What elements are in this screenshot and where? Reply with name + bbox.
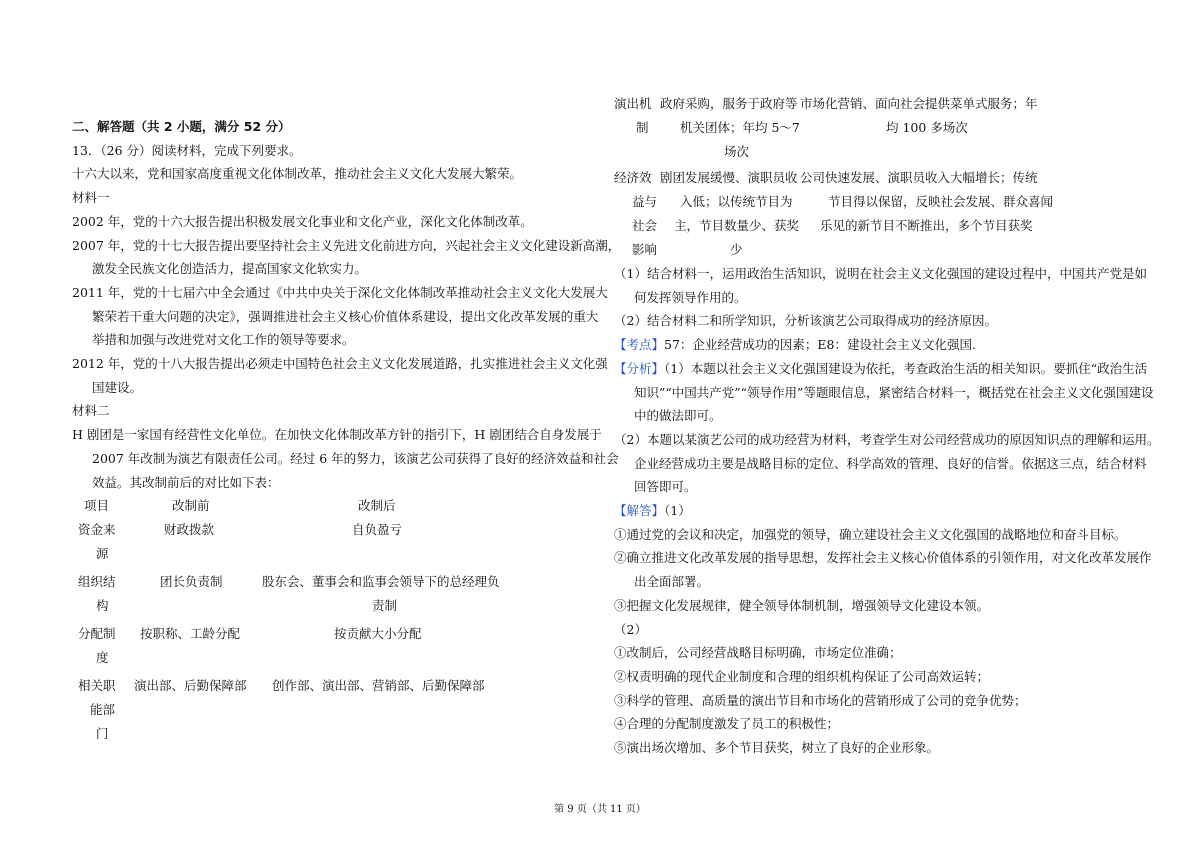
fenxi-text: （1）本题以社会主义文化强国建设为依托，考查政治生活的相关知识。要抓住“政治生活 [664,360,1148,376]
fenxi-cont: 中的做法即可。 [634,408,722,424]
table-cell: 乐见的新节目不断推出，多个节目获奖 [820,218,1033,233]
answer-item: ②权责明确的现代企业制度和合理的组织机构保证了公司高效运转； [614,668,990,684]
table-cell: 相关职 [78,678,116,694]
material-2012-cont: 国建设。 [92,379,143,395]
table-cell: 剧团发展缓慢、演职员收 [660,170,798,185]
fenxi-2: （2）本题以某演艺公司的成功经营为材料，考查学生对公司经营成功的原因知识点的理解和运用。 [614,431,1160,447]
table-cell: 场次 [724,144,750,159]
table-cell: 门 [96,726,109,742]
material-2007-cont: 激发全民族文化创造活力，提高国家文化软实力。 [92,261,368,277]
fenxi-2-cont: 企业经营成功主要是战略目标的定位、科学高效的管理、良好的信誉。依据这三点，结合材料 [634,455,1147,471]
fenxi-cont: 知识”“中国共产党”“领导作用”等题眼信息，紧密结合材料一，概括党在社会主义文化强国建设 [634,384,1154,400]
table-row [72,674,592,746]
table-cell: 构 [96,598,109,614]
answer-item: ④合理的分配制度激发了员工的积极性； [614,716,840,732]
table-cell: 市场化营销、面向社会提供菜单式服务；年 [800,96,1038,111]
table-cell: 股东会、董事会和监事会领导下的总经理负 [262,574,500,590]
kaodian-line [614,333,1134,357]
table-cell: 资金来 [78,522,116,538]
table-cell: 政府采购，服务于政府等 [660,96,798,111]
table-cell: 演出机 [614,96,652,111]
question-intro: 13．（26 分）阅读材料，完成下列要求。 [72,142,302,158]
kaodian-tag: 【考点】 [614,337,665,353]
left-column [72,115,621,746]
table-cell: 少 [730,242,743,257]
table-cell: 演出部、后勤保障部 [134,678,247,694]
table-cell: 团长负责制 [160,574,223,590]
table-cell: 自负盈亏 [352,522,403,538]
table-header: 项目 [84,498,110,514]
kaodian-text: 57：企业经营成功的因素；E8：建设社会主义文化强国. [664,337,976,353]
answer-item: ③科学的管理、高质量的演出节目和市场化的营销形成了公司的竞争优势； [614,692,1027,708]
table-cell: 机关团体；年均 5～7 [680,120,800,135]
right-column [614,92,1160,760]
table-row [72,518,592,570]
answer-item: ③把握文化发展规律，健全领导体制机制，增强领导文化建设本领。 [614,597,990,613]
page-footer: 第 9 页（共 11 页） [554,804,646,815]
material-2011: 2011 年，党的十七届六中全会通过《中共中央关于深化文化体制改革推动社会主义文化大发展大 [72,284,608,300]
table-cell: 社会 [632,218,658,233]
table-cell: 责制 [372,598,398,614]
material-2-title: 材料二 [72,403,110,419]
table-cell: 节目得以保留，反映社会发展、群众喜闻 [828,194,1054,209]
table-cell: 按贡献大小分配 [334,626,422,642]
material-2012: 2012 年，党的十八大报告提出必须走中国特色社会主义文化发展道路，扎实推进社会主义文化强 [72,356,608,372]
material-2-text-cont2: 效益。其改制前后的对比如下表： [92,474,280,490]
table-cell: 源 [96,546,109,562]
table-cell: 度 [96,650,109,666]
jieda-part-2: （2） [614,621,647,637]
fenxi-2-cont: 回答即可。 [634,479,697,495]
table-cell: 主，节目数量少、获奖 [674,218,800,233]
table-cell: 创作部、演出部、营销部、后勤保障部 [272,678,485,694]
answer-item: ①改制后，公司经营战略目标明确，市场定位准确； [614,645,902,661]
table-row [614,92,1134,164]
answer-item: ①通过党的会议和决定，加强党的领导，确立建设社会主义文化强国的战略地位和奋斗目标。 [614,526,1127,542]
jieda-tag: 【解答】 [614,503,665,519]
sub-question-2: （2）结合材料二和所学知识，分析该演艺公司取得成功的经济原因。 [614,313,997,329]
table-cell: 益与 [632,194,658,209]
table-cell: 入低；以传统节目为 [680,194,793,209]
table-cell: 能部 [90,702,116,718]
jieda-part-1: （1） [664,503,691,519]
material-2011-cont: 繁荣若干重大问题的决定》，强调推进社会主义核心价值体系建设，提出文化改革发展的重大 [92,308,599,324]
fenxi-line [614,357,1148,381]
answer-item: ②确立推进文化改革发展的指导思想，发挥社会主义核心价值体系的引领作用，对文化改革发展作 [614,550,1152,566]
material-2-text: H 剧团是一家国有经营性文化单位。在加快文化体制改革方针的指引下，H 剧团结合自身发展于 [72,427,602,443]
table-cell: 均 100 多场次 [886,120,968,135]
fenxi-tag: 【分析】 [614,360,665,376]
material-2-text-cont: 2007 年改制为演艺有限责任公司。经过 6 年的努力，该演艺公司获得了良好的经济效益和社会 [92,450,619,466]
comparison-table [72,494,592,746]
table-cell: 影响 [632,242,658,257]
answer-item-cont: 出全面部署。 [634,574,710,590]
table-cell: 经济效 [614,170,652,185]
table-cell: 按职称、工龄分配 [140,626,241,642]
table-cell: 公司快速发展、演职员收入大幅增长；传统 [800,170,1038,185]
lead-text: 十六大以来，党和国家高度重视文化体制改革，推动社会主义文化大发展大繁荣。 [72,166,523,182]
table-row [72,622,592,674]
jieda-line [614,499,1134,523]
material-2011-cont2: 举措和加强与改进党对文化工作的领导等要求。 [92,332,355,348]
sub-question-1-cont: 何发挥领导作用的。 [634,289,747,305]
section-title: 二、解答题（共 2 小题，满分 52 分） [72,119,291,134]
table-cell: 制 [636,120,649,135]
table-cell: 财政拨款 [164,522,215,538]
answer-item: ⑤演出场次增加、多个节目获奖，树立了良好的企业形象。 [614,740,940,756]
material-2007: 2007 年，党的十七大报告提出要坚持社会主义先进文化前进方向，兴起社会主义文化建设新高潮， [72,237,621,253]
table-row [72,570,592,622]
table-header-row [72,494,592,518]
table-header: 改制后 [358,498,396,514]
material-1-title: 材料一 [72,190,110,206]
sub-question-1: （1）结合材料一，运用政治生活知识，说明在社会主义文化强国的建设过程中，中国共产党是如 [614,266,1147,281]
table-header: 改制前 [172,498,210,514]
table-row [614,166,1134,262]
table-cell: 分配制 [78,626,116,642]
material-2002: 2002 年，党的十六大报告提出积极发展文化事业和文化产业，深化文化体制改革。 [72,213,533,229]
table-cell: 组织结 [78,574,116,590]
